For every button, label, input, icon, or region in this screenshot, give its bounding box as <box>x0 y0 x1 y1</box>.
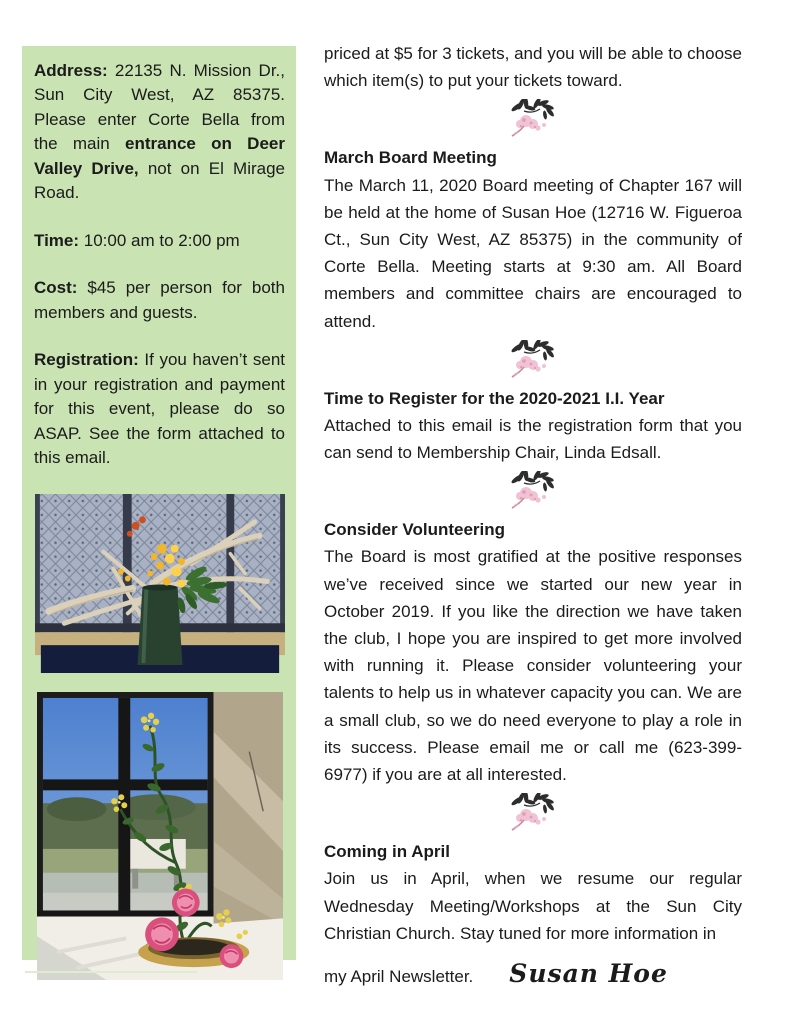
ikebana-driftwood-photo <box>35 494 285 673</box>
flower-sprig-icon <box>510 471 556 511</box>
cost-paragraph: Cost: $45 per person for both members and guests. <box>34 278 285 322</box>
signature: Susan Hoe <box>509 958 668 988</box>
flower-sprig-icon <box>510 99 556 139</box>
flower-sprig-icon <box>510 793 556 833</box>
section-heading: Consider Volunteering <box>324 520 506 540</box>
address-label: Address: <box>34 61 108 80</box>
flower-sprig-icon <box>510 340 556 380</box>
footer-rule <box>25 971 197 973</box>
section-heading: Coming in April <box>324 842 450 862</box>
time-paragraph: Time: 10:00 am to 2:00 pm <box>34 230 240 250</box>
section-divider <box>324 471 742 513</box>
section-time-to-register <box>324 385 742 467</box>
section-divider <box>324 340 742 382</box>
cost-label: Cost: <box>34 278 78 298</box>
address-paragraph: Address: 22135 N. Mission Dr., Sun City West, AZ 85375. Please enter Corte Bella from the main entrance on Deer Valley Drive, not on El Mirage Road. <box>34 61 286 203</box>
time-label: Time: <box>34 230 80 250</box>
section-coming-in-april <box>324 838 742 994</box>
event-info-panel <box>22 46 296 960</box>
rose-line-arrangement-photo <box>37 692 283 980</box>
rose-arrangement-illustration <box>37 692 283 980</box>
section-body: Attached to this email is the registration form that you can send to Membership Chair, Linda Edsall. <box>324 415 742 463</box>
registration-paragraph: Registration: If you haven’t sent in your registration and payment for this event, please do so ASAP. See the form attached to this email. <box>34 350 285 468</box>
section-body: The Board is most gratified at the positive responses we’ve received since we started our new year in October 2019. If you like the direction we have taken the club, I hope you are inspired to get more involved with running it. Please consider volunteering your talents to help us in whatever capacity you can. We are a small club, so we do need everyone to play a role in its success. Please email me or call me (623-399-6977) if you are at all interested. <box>324 547 742 784</box>
newsletter-main-column <box>324 40 742 994</box>
section-consider-volunteering <box>324 516 742 788</box>
entrance-bold-text: entrance on Deer Valley Drive, <box>34 134 285 178</box>
closing-text: my April Newsletter. <box>324 966 474 986</box>
closing-line <box>324 954 742 994</box>
registration-label: Registration: <box>34 350 139 370</box>
section-heading: Time to Register for the 2020-2021 I.I. Year <box>324 388 665 408</box>
section-body: The March 11, 2020 Board meeting of Chapter 167 will be held at the home of Susan Hoe (12716 W. Figueroa Ct., Sun City West, AZ 85375) in the community of Corte Bella. Meeting starts at 9:30 am. All Board members and committee chairs are encouraged to attend. <box>324 175 742 331</box>
section-divider <box>324 793 742 835</box>
intro-paragraph: priced at $5 for 3 tickets, and you will be able to choose which item(s) to put your tickets toward. <box>324 44 742 91</box>
section-divider <box>324 99 742 141</box>
section-heading: March Board Meeting <box>324 148 497 168</box>
section-march-board-meeting <box>324 144 742 334</box>
ikebana-driftwood-illustration <box>35 494 285 673</box>
section-body: Join us in April, when we resume our regular Wednesday Meeting/Workshops at the Sun City Christian Church. Stay tuned for more information in <box>324 869 742 943</box>
